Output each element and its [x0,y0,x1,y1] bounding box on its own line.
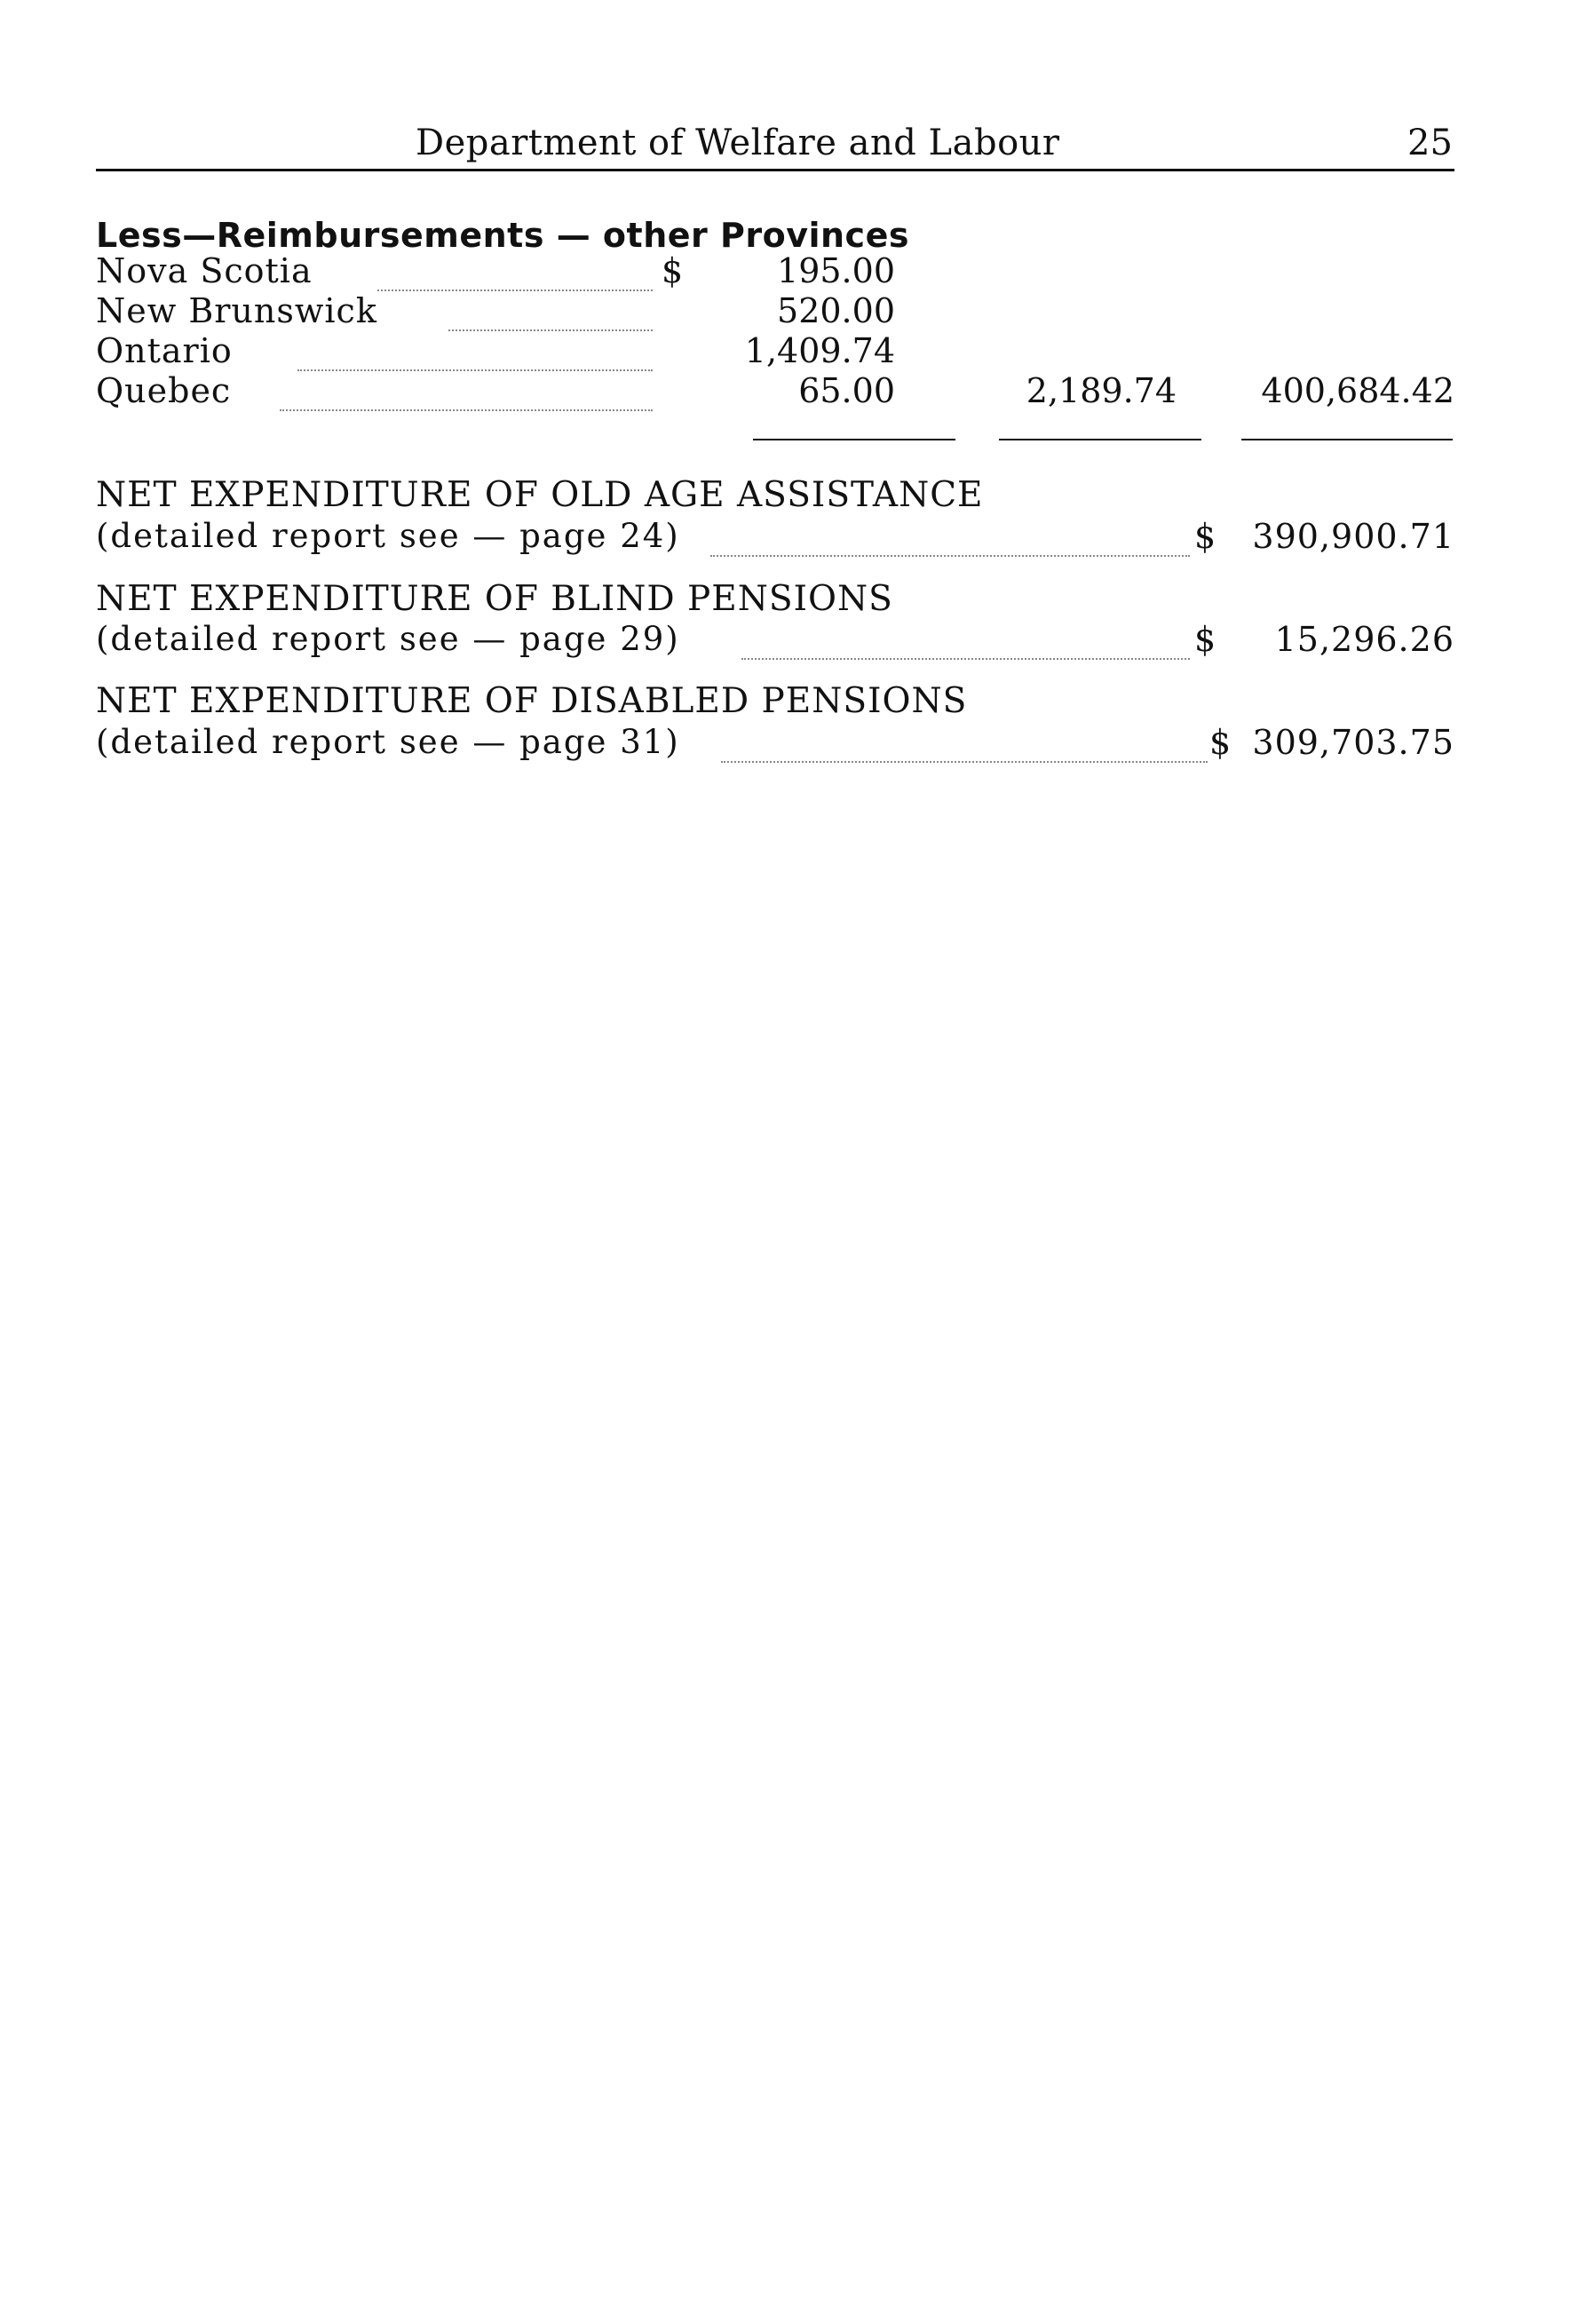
reimbursements-subtotal: 2,189.74 [1026,371,1177,410]
net-expenditure-title-old-age: NET EXPENDITURE OF OLD AGE ASSISTANCE [96,475,984,515]
dot-leader [280,409,653,411]
net-expenditure-title-blind: NET EXPENDITURE OF BLIND PENSIONS [96,579,893,619]
subtotal-column-rule [999,439,1201,440]
province-label-quebec: Quebec [96,371,232,410]
reimbursements-heading: Less—Reimbursements — other Provinces [96,216,909,255]
province-amount-quebec: 65.00 [798,371,895,410]
currency-symbol: $ [1194,517,1216,556]
net-expenditure-amount-disabled: 309,703.75 [1252,723,1454,762]
province-amount-new-brunswick: 520.00 [777,291,895,330]
net-expenditure-title-disabled: NET EXPENDITURE OF DISABLED PENSIONS [96,681,968,721]
dot-leader [741,658,1190,660]
province-label-ontario: Ontario [96,331,233,370]
currency-symbol: $ [1194,620,1216,659]
province-label-new-brunswick: New Brunswick [96,291,377,330]
net-expenditure-detail-disabled: (detailed report see — page 31) [96,723,680,761]
currency-symbol: $ [1209,723,1232,762]
province-amount-nova-scotia: 195.00 [777,251,895,290]
province-amount-ontario: 1,409.74 [744,331,895,370]
net-expenditure-detail-old-age: (detailed report see — page 24) [96,517,680,555]
dot-leader [710,555,1190,557]
currency-symbol: $ [662,251,684,290]
province-label-nova-scotia: Nova Scotia [96,251,313,290]
reimbursements-total: 400,684.42 [1261,371,1454,410]
dot-leader [297,369,653,371]
dot-leader [721,761,1208,763]
running-head: Department of Welfare and Labour [416,123,1060,163]
dot-leader [448,329,653,331]
net-expenditure-detail-blind: (detailed report see — page 29) [96,620,680,658]
net-expenditure-amount-old-age: 390,900.71 [1252,517,1454,556]
amount-column-rule [753,439,955,440]
dot-leader [377,290,653,291]
total-column-rule [1241,439,1453,440]
net-expenditure-amount-blind: 15,296.26 [1274,620,1454,659]
header-rule [96,169,1454,171]
page-number: 25 [1407,123,1453,163]
